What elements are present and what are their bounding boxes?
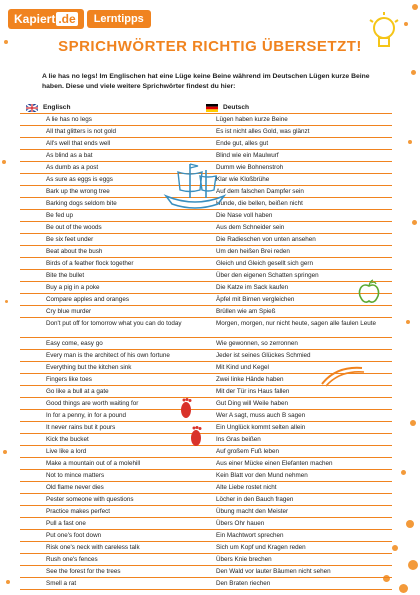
german-proverb: Wer A sagt, muss auch B sagen (216, 412, 306, 419)
table-row (20, 222, 392, 234)
german-proverb: Lügen haben kurze Beine (216, 116, 288, 123)
english-proverb: In for a penny, in for a pound (46, 412, 127, 419)
german-proverb: Die Nase voll haben (216, 212, 273, 219)
page-title: SPRICHWÖRTER RICHTIG ÜBERSETZT! (58, 38, 362, 55)
table-row (20, 578, 392, 590)
english-proverb: Easy come, easy go (46, 340, 103, 347)
german-proverb: Gleich und Gleich gesellt sich gern (216, 260, 313, 267)
table-row (20, 114, 392, 126)
german-proverb: Ein Machtwort sprechen (216, 532, 284, 539)
english-proverb: As sure as eggs is eggs (46, 176, 113, 183)
english-proverb: Every man is the architect of his own fortune (46, 352, 170, 359)
table-row (20, 542, 392, 554)
english-proverb: Cry blue murder (46, 308, 92, 315)
german-proverb: Ein Unglück kommt selten allein (216, 424, 306, 431)
english-proverb: Not to mince matters (46, 472, 105, 479)
stairs-icon (318, 362, 366, 388)
english-proverb: Live like a lord (46, 448, 87, 455)
english-proverb: Risk one's neck with careless talk (46, 544, 140, 551)
german-proverb: Übers Ohr hauen (216, 520, 265, 527)
german-proverb: Es ist nicht alles Gold, was glänzt (216, 128, 310, 135)
german-proverb: Kein Blatt vor den Mund nehmen (216, 472, 308, 479)
table-row (20, 410, 392, 422)
section-tag: Lerntipps (87, 10, 151, 28)
german-proverb: Den Wald vor lauter Bäumen nicht sehen (216, 568, 331, 575)
table-row (20, 434, 392, 446)
table-row (20, 494, 392, 506)
ship-icon (160, 158, 230, 214)
english-proverb: Rush one's fences (46, 556, 98, 563)
german-proverb: Über den eigenen Schatten springen (216, 272, 319, 279)
english-proverb: See the forest for the trees (46, 568, 121, 575)
english-proverb: As blind as a bat (46, 152, 93, 159)
english-proverb: Good things are worth waiting for (46, 400, 139, 407)
german-proverb: Morgen, morgen, nur nicht heute, sagen alle faulen Leute (216, 320, 376, 327)
english-proverb: Pull a fast one (46, 520, 86, 527)
german-proverb: Aus dem Schneider sein (216, 224, 285, 231)
english-proverb: Old flame never dies (46, 484, 104, 491)
german-flag-icon (206, 104, 218, 112)
table-row (20, 318, 392, 338)
table-row (20, 258, 392, 270)
german-proverb: Klar wie Kloßbrühe (216, 176, 270, 183)
german-proverb: Dumm wie Bohnenstroh (216, 164, 284, 171)
table-row (20, 446, 392, 458)
german-proverb: Hunde, die bellen, beißen nicht (216, 200, 303, 207)
english-proverb: Bark up the wrong tree (46, 188, 110, 195)
german-proverb: Blind wie ein Maulwurf (216, 152, 279, 159)
uk-flag-icon (26, 104, 38, 112)
english-proverb: All's well that ends well (46, 140, 111, 147)
german-proverb: Auf großem Fuß leben (216, 448, 279, 455)
german-proverb: Ende gut, alles gut (216, 140, 269, 147)
table-row (20, 422, 392, 434)
english-proverb: Be fed up (46, 212, 73, 219)
table-row (20, 270, 392, 282)
table-row (20, 566, 392, 578)
english-proverb: It never rains but it pours (46, 424, 116, 431)
table-header (20, 102, 392, 114)
german-proverb: Aus einer Mücke einen Elefanten machen (216, 460, 333, 467)
table-row (20, 350, 392, 362)
german-proverb: Alte Liebe rostet nicht (216, 484, 277, 491)
table-row (20, 530, 392, 542)
german-proverb: Löcher in den Bauch fragen (216, 496, 294, 503)
english-proverb: Kick the bucket (46, 436, 89, 443)
table-row (20, 282, 392, 294)
german-proverb: Ins Gras beißen (216, 436, 261, 443)
english-proverb: Practice makes perfect (46, 508, 111, 515)
table-row (20, 458, 392, 470)
table-row (20, 482, 392, 494)
german-proverb: Jeder ist seines Glückes Schmied (216, 352, 311, 359)
table-row (20, 338, 392, 350)
table-row (20, 518, 392, 530)
english-proverb: As dumb as a post (46, 164, 99, 171)
german-proverb: Übers Knie brechen (216, 556, 272, 563)
german-proverb: Zwei linke Hände haben (216, 376, 284, 383)
table-row (20, 246, 392, 258)
english-proverb: Buy a pig in a poke (46, 284, 100, 291)
footprints-icon (176, 398, 206, 458)
german-proverb: Auf dem falschen Dampfer sein (216, 188, 304, 195)
table-row (20, 126, 392, 138)
german-proverb: Um den heißen Brei reden (216, 248, 290, 255)
table-row (20, 506, 392, 518)
english-proverb: Make a mountain out of a molehill (46, 460, 141, 467)
intro-text: A lie has no legs! Im Englischen hat eine Lüge keine Beine während im Deutschen Lügen kurze Beine haben. Diese und viele weitere Sprichwörter findest du hier: (42, 73, 370, 90)
english-proverb: Fingers like toes (46, 376, 92, 383)
german-proverb: Mit der Tür ins Haus fallen (216, 388, 290, 395)
english-proverb: Smell a rat (46, 580, 77, 587)
english-proverb: Be six feet under (46, 236, 94, 243)
column-german: Deutsch (192, 103, 392, 112)
english-proverb: Barking dogs seldom bite (46, 200, 117, 207)
table-row (20, 138, 392, 150)
german-proverb: Mit Kind und Kegel (216, 364, 269, 371)
english-proverb: Everything but the kitchen sink (46, 364, 132, 371)
english-proverb: Pester someone with questions (46, 496, 134, 503)
table-row (20, 398, 392, 410)
header (8, 8, 151, 30)
table-row (20, 234, 392, 246)
german-proverb: Übung macht den Meister (216, 508, 289, 515)
english-proverb: Beat about the bush (46, 248, 103, 255)
english-proverb: Compare apples and oranges (46, 296, 129, 303)
table-row (20, 470, 392, 482)
german-proverb: Wie gewonnen, so zerronnen (216, 340, 298, 347)
english-proverb: Be out of the woods (46, 224, 102, 231)
german-proverb: Die Radieschen von unten ansehen (216, 236, 316, 243)
english-proverb: Birds of a feather flock together (46, 260, 134, 267)
german-proverb: Den Braten riechen (216, 580, 271, 587)
column-english: Englisch (20, 103, 192, 112)
german-proverb: Gut Ding will Weile haben (216, 400, 288, 407)
english-proverb: A lie has no legs (46, 116, 92, 123)
table-row (20, 294, 392, 306)
english-proverb: Bite the bullet (46, 272, 85, 279)
german-proverb: Sich um Kopf und Kragen reden (216, 544, 306, 551)
german-proverb: Die Katze im Sack kaufen (216, 284, 289, 291)
english-proverb: All that glitters is not gold (46, 128, 117, 135)
table-row (20, 306, 392, 318)
english-proverb: Put one's foot down (46, 532, 102, 539)
german-proverb: Äpfel mit Birnen vergleichen (216, 296, 295, 303)
table-row (20, 554, 392, 566)
german-proverb: Brüllen wie am Spieß (216, 308, 276, 315)
apple-icon (355, 278, 383, 306)
logo[interactable]: Kapiert .de (8, 9, 84, 29)
english-proverb: Don't put off for tomorrow what you can do today (46, 320, 182, 327)
english-proverb: Go like a bull at a gate (46, 388, 109, 395)
